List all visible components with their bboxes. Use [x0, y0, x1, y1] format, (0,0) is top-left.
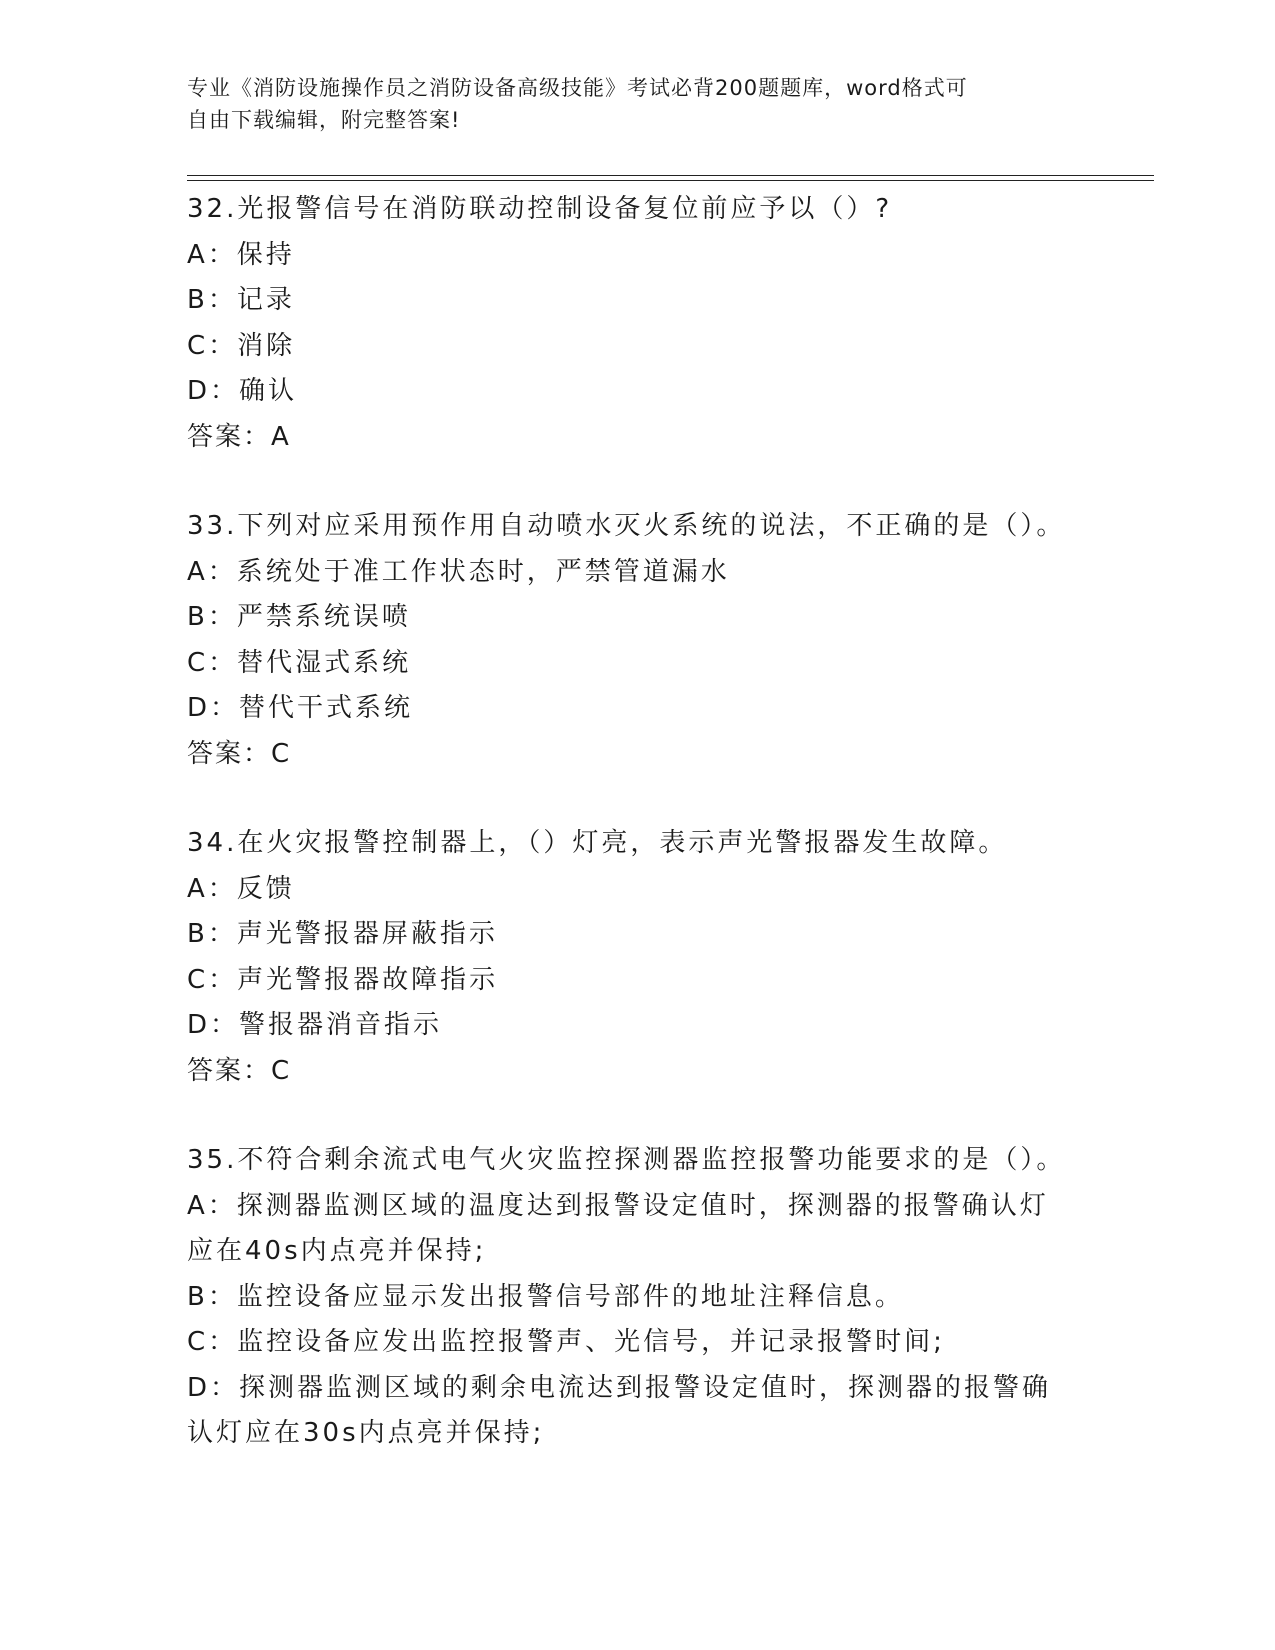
question-35: [187, 1138, 1067, 1457]
option-a: A：系统处于准工作状态时，严禁管道漏水: [187, 556, 730, 587]
question-stem: 35.不符合剩余流式电气火灾监控探测器监控报警功能要求的是（）。: [187, 1145, 1066, 1175]
option-b: B：监控设备应显示发出报警信号部件的地址注释信息。: [187, 1281, 904, 1312]
question-34: [187, 821, 1067, 1094]
option-d: D：警报器消音指示: [187, 1010, 443, 1040]
option-b: B：记录: [187, 285, 295, 315]
question-stem: 32.光报警信号在消防联动控制设备复位前应予以（）?: [187, 194, 893, 224]
option-c: C：监控设备应发出监控报警声、光信号，并记录报警时间;: [187, 1327, 945, 1357]
header-divider-top: [187, 175, 1154, 176]
document-header: [187, 72, 1067, 136]
header-divider-bottom: [187, 180, 1154, 181]
answer-label: 答案：C: [187, 1055, 292, 1086]
option-a: A：保持: [187, 239, 295, 270]
answer-label: 答案：C: [187, 738, 292, 769]
option-c: C：消除: [187, 330, 296, 361]
option-d: D：替代干式系统: [187, 693, 414, 723]
option-a: A：反馈: [187, 873, 295, 904]
question-stem: 34.在火灾报警控制器上，（）灯亮，表示声光警报器发生故障。: [187, 828, 1008, 858]
option-b: B：声光警报器屏蔽指示: [187, 919, 498, 949]
header-line-2: 自由下载编辑，附完整答案!: [187, 108, 461, 132]
answer-label: 答案：A: [187, 421, 291, 452]
question-33: [187, 504, 1067, 777]
option-d: D：探测器监测区域的剩余电流达到报警设定值时，探测器的报警确认灯应在30s内点亮并保持;: [187, 1372, 1052, 1448]
header-line-1: 专业《消防设施操作员之消防设备高级技能》考试必背200题题库，word格式可: [187, 76, 968, 100]
question-stem: 33.下列对应采用预作用自动喷水灭火系统的说法，不正确的是（）。: [187, 511, 1066, 541]
question-list: [187, 187, 1067, 1501]
question-32: [187, 187, 1067, 460]
option-c: C：替代湿式系统: [187, 647, 412, 678]
option-a: A：探测器监测区域的温度达到报警设定值时，探测器的报警确认灯应在40s内点亮并保持;: [187, 1190, 1049, 1266]
option-b: B：严禁系统误喷: [187, 602, 411, 632]
option-d: D：确认: [187, 376, 298, 406]
option-c: C：声光警报器故障指示: [187, 964, 499, 995]
